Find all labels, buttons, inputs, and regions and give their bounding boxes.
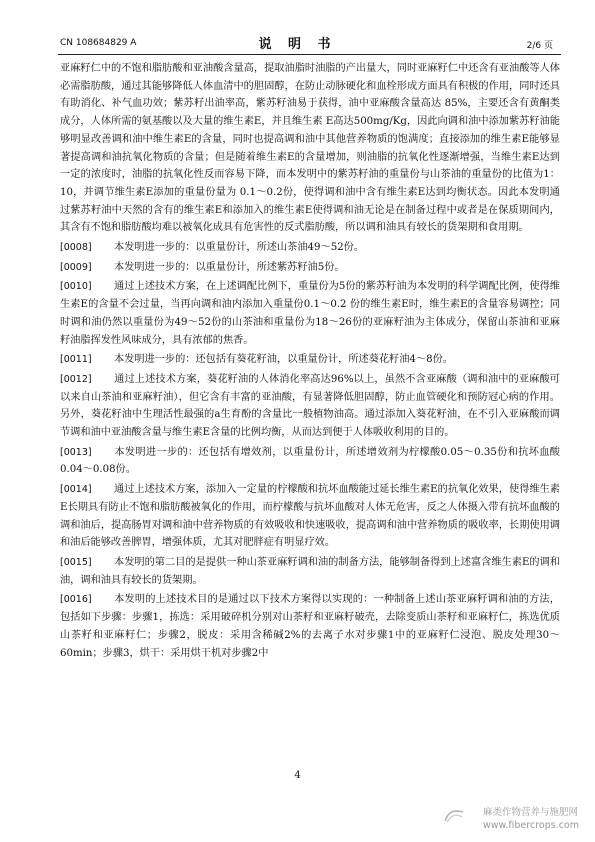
paragraph-text: 通过上述技术方案，葵花籽油的人体消化率高达96%以上，虽然不含亚麻酸（调和油中的亚麻酸可以来自山茶油和亚麻籽油），但它含有丰富的亚油酸，有显著降低胆固醇，防止血管硬化和预防冠心病的作用。另外，葵花籽油中生理活性最强的a生育酚的含量比一般植物油高。通过添加入葵花籽油，在不引入亚麻酸而调节调和油中亚油酸含量与维生素E含量的比例均衡，从而达到便于人体吸收利用的目的。: [60, 373, 560, 439]
paragraph-number: [0011]: [60, 354, 92, 366]
page-number: 4: [294, 770, 301, 781]
patent-number: CN 108684829 A: [60, 38, 137, 48]
watermark: [483, 806, 579, 832]
paragraph-number: [0014]: [60, 484, 92, 496]
document-body: [60, 60, 560, 664]
watermark-logo-icon: [443, 808, 465, 824]
paragraph-number: [0010]: [60, 281, 92, 293]
paragraph-0013: [60, 444, 560, 479]
paragraph-text: 本发明进一步的：还包括有增效剂，以重量份计，所述增效剂为柠檬酸0.05～0.35份和抗坏血酸0.04～0.08份。: [60, 446, 560, 476]
paragraph-text: 通过上述技术方案，添加入一定量的柠檬酸和抗坏血酸能过延长维生素E的抗氧化效果，使得维生素E长期具有防止不饱和脂肪酸被氧化的作用，而柠檬酸与抗坏血酸对人体无危害，反之人体摄入带有抗坏血酸的调和油后，提高肠胃对调和油中营养物质的有效吸收和快速吸收，提高调和油中营养物质的吸收率，长期使用调和油后能够改善脾胃，增强体质，尤其对肥胖症有明显疗效。: [60, 484, 560, 549]
paragraph-number: [0016]: [60, 594, 92, 606]
paragraph-text: 本发明的第二目的是提供一种山茶亚麻籽调和油的制备方法，能够制备得到上述富含维生素E的调和油，调和油具有较长的货架期。: [60, 556, 560, 586]
paragraph-0008: [60, 239, 560, 257]
document-title: 说 明 书: [258, 37, 337, 52]
paragraph-text: 亚麻籽仁中的不饱和脂肪酸和亚油酸含量高，提取油脂时油脂的产出量大，同时亚麻籽仁中还含有亚油酸等人体必需脂肪酸，通过其能够降低人体血清中的胆固醇，在防止动脉硬化和血栓形成方面具有积极的作用，同时还具有助消化、补气血功效；紫苏籽出油率高，紫苏籽油易于获得，油中亚麻酸含量高达 85%，主要还含有黄酮类成分，人体所需的氨基酸以及大量的维生素E，并且维生素 E高达500mg/Kg，因此向调和油中添加紫苏籽油能够明显改善调和油中维生素E的含量，同时也提高调和油中其他营养物质的饱满度；直接添加的维生素E能够显著提高调和油抗氧化物质的含量；但是随着维生素E的含量增加，则油脂的抗氧化性逐渐增强，当维生素E达到一定的浓度时，油脂的抗氧化性反而容易下降，而本发明中的紫苏籽油的重量份与山茶油的重量份的比值为1：10，并调节维生素E添加的重量份量为 0.1～0.2份，使得调和油中含有维生素E达到均衡状态。因此本发明通过紫苏籽油中天然的含有的维生素E和添加入的维生素E使得调和油无论是在制备过程中或者是在保质期间内，其含有不饱和脂肪酸均难以被氧化成具有危害性的反式脂肪酸，所以调和油具有较长的货架期和食用期。: [60, 63, 560, 234]
watermark-site-name: 麻类作物营养与施肥网: [482, 807, 578, 818]
paragraph-0010: [60, 278, 560, 349]
paragraph-number: [0015]: [60, 556, 92, 568]
paragraph-number: [0009]: [60, 261, 92, 273]
paragraph-0016: [60, 591, 560, 662]
watermark-url: www.fibercrops.com: [482, 820, 579, 831]
paragraph-text: 本发明的上述技术目的是通过以下技术方案得以实现的：一种制备上述山茶亚麻籽调和油的方法，包括如下步骤：步骤1，拣选：采用破碎机分别对山茶籽和亚麻籽破壳，去除变质山茶籽和亚麻籽仁，拣选优质山茶籽和亚麻籽仁；步骤2，脱皮：采用含稀碱2%的去离子水对步骤1中的亚麻籽仁浸泡、脱皮处理30～60min；步骤3，烘干：采用烘干机对步骤2中: [60, 594, 560, 659]
paragraph-0014: [60, 481, 560, 552]
paragraph-text: 本发明进一步的：还包括有葵花籽油，以重量份计，所述葵花籽油4～8份。: [114, 354, 453, 366]
paragraph-text: 本发明进一步的：以重量份计，所述紫苏籽油5份。: [114, 261, 345, 273]
paragraph-text: 通过上述技术方案，在上述调配比例下，重量份为5份的紫苏籽油为本发明的科学调配比例，使得维生素E的含量不会过量，当再向调和油内添加入重量份0.1～0.2 份的维生素E时，维生素E的含量容易调控；同时调和油仍然以重量份为49～52份的山茶油和重量份为18～26份的亚麻籽油为主体成分，保留山茶油和亚麻籽油脂挥发性风味成分，具有浓郁的焦香。: [60, 281, 560, 346]
paragraph-0015: [60, 554, 560, 589]
paragraph-number: [0012]: [60, 373, 92, 385]
paragraph-text: 本发明进一步的：以重量份计，所述山茶油49～52份。: [114, 242, 365, 254]
paragraph-0012: [60, 371, 560, 442]
paragraph-number: [0013]: [60, 446, 92, 458]
paragraph-continued: [60, 60, 560, 237]
paragraph-number: [0008]: [60, 242, 92, 254]
page-indicator: 2/6 页: [526, 41, 553, 51]
paragraph-0009: [60, 259, 560, 277]
paragraph-0011: [60, 351, 560, 369]
header-divider: [58, 54, 561, 55]
